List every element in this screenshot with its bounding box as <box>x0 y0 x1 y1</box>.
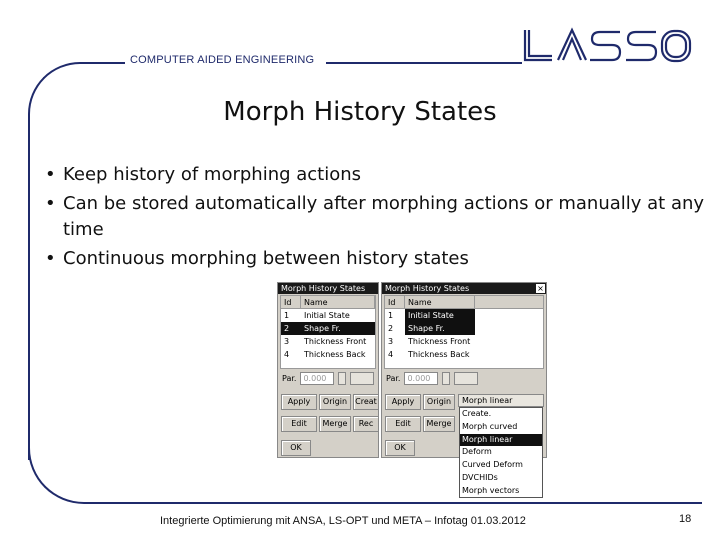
slide-frame-line-left <box>28 120 30 460</box>
dropdown-option[interactable]: Morph curved <box>462 421 518 431</box>
column-header-id[interactable]: Id <box>281 296 301 308</box>
edit-button[interactable]: Edit <box>385 416 421 432</box>
origin-button[interactable]: Origin <box>319 394 351 410</box>
list-header <box>385 296 543 309</box>
par-label: Par. <box>386 373 401 383</box>
slide-frame-curve-bottom <box>28 440 92 504</box>
dialog-title: Morph History States <box>385 284 470 293</box>
par-slider[interactable] <box>350 372 374 385</box>
dropdown-option[interactable]: Morph vectors <box>462 485 520 495</box>
par-input[interactable]: 0.000 <box>300 372 334 385</box>
par-spinner[interactable] <box>338 372 346 385</box>
par-spinner[interactable] <box>442 372 450 385</box>
list-item-selected[interactable] <box>385 309 543 322</box>
row-id: 2 <box>284 324 290 333</box>
create-button[interactable]: Creat <box>353 394 379 410</box>
dropdown-option[interactable]: Create. <box>462 409 492 418</box>
list-item[interactable] <box>385 335 543 348</box>
morph-type-dropdown <box>459 407 543 498</box>
par-control <box>282 370 374 386</box>
par-input[interactable]: 0.000 <box>404 372 438 385</box>
list-item[interactable] <box>281 309 375 322</box>
column-header-name[interactable]: Name <box>301 296 375 308</box>
merge-button[interactable]: Merge <box>423 416 455 432</box>
par-control <box>386 370 478 386</box>
merge-button[interactable]: Merge <box>319 416 351 432</box>
footer-text: Integrierte Optimierung mit ANSA, LS-OPT und META – Infotag 01.03.2012 <box>160 515 526 527</box>
column-header-id[interactable]: Id <box>385 296 405 308</box>
origin-button[interactable]: Origin <box>423 394 455 410</box>
lasso-logo <box>522 26 694 66</box>
list-item[interactable] <box>281 335 375 348</box>
row-name: Thickness Front <box>304 337 367 346</box>
dialog-titlebar[interactable] <box>382 283 546 294</box>
list-header <box>281 296 375 309</box>
list-item-selected[interactable] <box>385 322 543 335</box>
row-id: 1 <box>388 311 394 320</box>
row-name: Shape Fr. <box>405 322 475 335</box>
bullet-list <box>45 162 705 275</box>
list-item[interactable] <box>281 348 375 361</box>
history-list <box>384 295 544 369</box>
record-button[interactable]: Rec <box>353 416 379 432</box>
close-icon[interactable]: × <box>537 284 544 293</box>
slide-frame-line-top-left <box>80 62 125 64</box>
list-item[interactable] <box>385 348 543 361</box>
row-name: Thickness Front <box>408 337 471 346</box>
row-id: 2 <box>388 324 394 333</box>
dropdown-option[interactable]: DVCHIDs <box>462 472 498 482</box>
row-id: 4 <box>388 350 394 359</box>
row-id: 4 <box>284 350 290 359</box>
slide-title: Morph History States <box>223 97 497 127</box>
par-label: Par. <box>282 373 297 383</box>
list-item-selected[interactable] <box>281 322 375 335</box>
row-id: 3 <box>284 337 290 346</box>
edit-button[interactable]: Edit <box>281 416 317 432</box>
row-name: Initial State <box>405 309 475 322</box>
ok-button[interactable]: OK <box>281 440 311 456</box>
row-name: Initial State <box>304 311 350 320</box>
header-subtitle: COMPUTER AIDED ENGINEERING <box>130 54 315 66</box>
apply-button[interactable]: Apply <box>385 394 421 410</box>
row-name: Thickness Back <box>304 350 366 359</box>
row-name: Shape Fr. <box>304 324 341 333</box>
page-number: 18 <box>679 513 692 525</box>
par-slider[interactable] <box>454 372 478 385</box>
apply-button[interactable]: Apply <box>281 394 317 410</box>
ok-button[interactable]: OK <box>385 440 415 456</box>
dropdown-option[interactable]: Deform <box>462 447 492 457</box>
bullet-item: • Continuous morphing between history states <box>45 246 705 272</box>
row-id: 1 <box>284 311 290 320</box>
column-header-name[interactable]: Name <box>405 296 475 308</box>
dropdown-option[interactable]: Curved Deform <box>462 460 523 470</box>
morph-type-select[interactable]: Morph linear <box>458 394 544 407</box>
history-list <box>280 295 376 369</box>
slide-frame-line-top-right <box>326 62 522 64</box>
morph-history-dialog-left <box>277 282 379 458</box>
row-id: 3 <box>388 337 394 346</box>
dropdown-option-selected[interactable]: Morph linear <box>460 434 542 447</box>
slide-frame-line-bottom <box>90 502 702 504</box>
bullet-item: • Keep history of morphing actions <box>45 162 705 188</box>
bullet-item: • Can be stored automatically after morphing actions or manually at any time <box>45 191 705 243</box>
row-name: Thickness Back <box>408 350 470 359</box>
dialog-titlebar[interactable]: Morph History States <box>278 283 378 294</box>
